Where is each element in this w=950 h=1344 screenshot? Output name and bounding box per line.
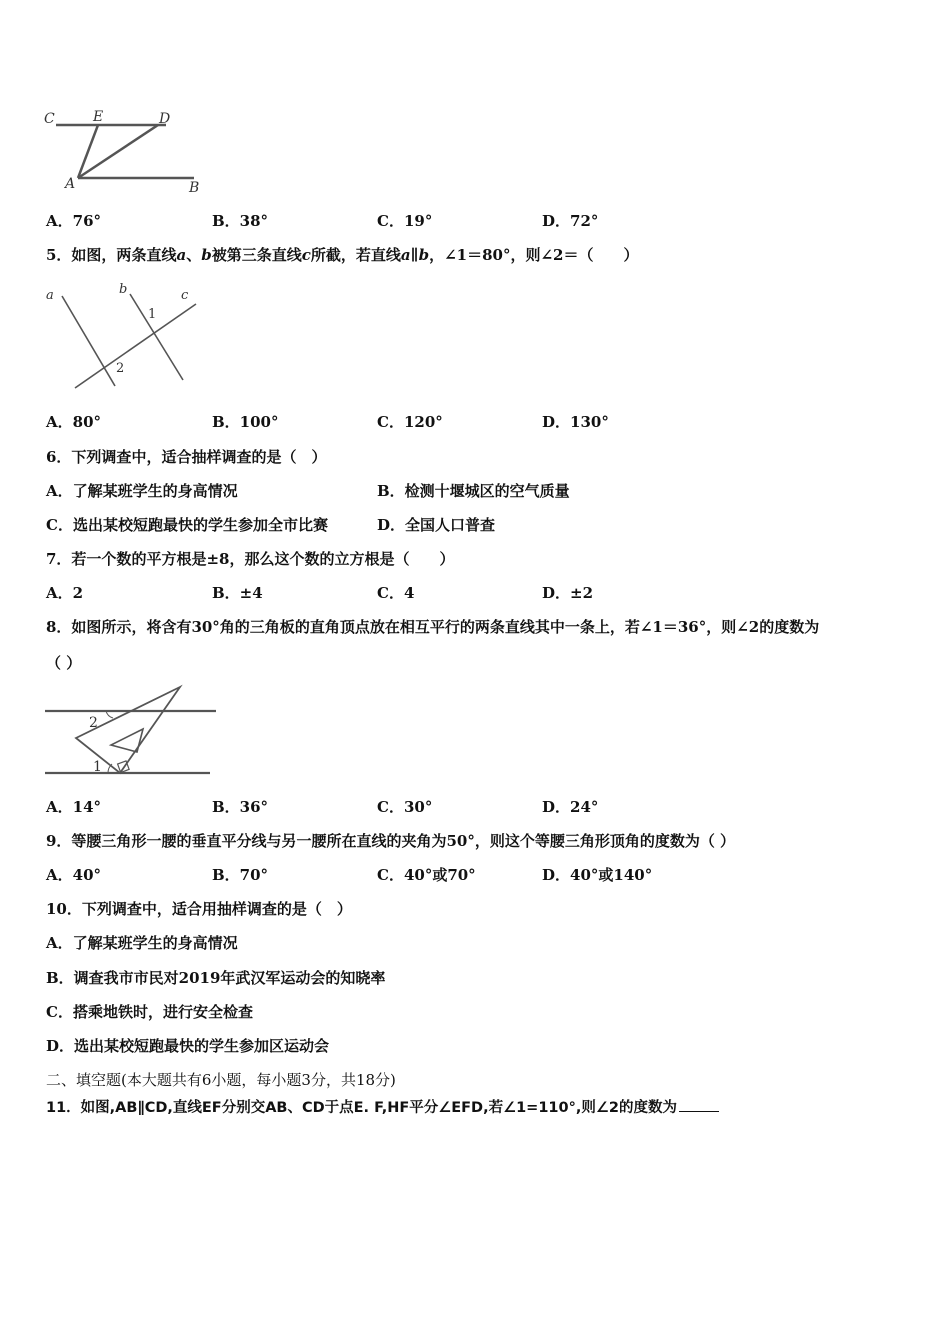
line-a	[62, 296, 115, 386]
segment-ad	[78, 125, 158, 178]
label-b: B	[189, 180, 200, 196]
triangle-ruler-inner	[111, 729, 143, 752]
q7-option-a[interactable]: A．2	[46, 584, 84, 602]
label-c: c	[181, 288, 189, 303]
q8-option-a[interactable]: A．14°	[46, 798, 102, 816]
q9-option-d[interactable]: D．40°或140°	[542, 866, 653, 884]
q6-option-a[interactable]: A．了解某班学生的身高情况	[46, 482, 238, 500]
label-b: b	[119, 282, 128, 297]
q10-option-d[interactable]: D．选出某校短跑最快的学生参加区运动会	[46, 1037, 330, 1055]
label-a: a	[46, 288, 54, 303]
label-angle-1: 1	[93, 759, 102, 775]
q8-option-d[interactable]: D．24°	[542, 798, 599, 816]
figure-q5	[40, 280, 210, 395]
q5-var-a: a	[176, 246, 187, 264]
q8-question-line2: （ ）	[46, 654, 82, 672]
q5-var-c: c	[301, 246, 311, 264]
q4-option-b[interactable]: B．38°	[212, 212, 269, 230]
q6-option-c[interactable]: C．选出某校短跑最快的学生参加全市比赛	[46, 516, 328, 534]
q8-question-line1: 8．如图所示，将含有30°角的三角板的直角顶点放在相互平行的两条直线其中一条上，若∠1＝36°，则∠2的度数为	[46, 618, 820, 636]
section-2-title: 二、填空题(本大题共有6小题，每小题3分，共18分)	[46, 1071, 396, 1089]
figure-q4	[40, 106, 210, 198]
label-e: E	[93, 109, 104, 125]
q11-answer-blank[interactable]	[679, 1097, 719, 1112]
q8-option-b[interactable]: B．36°	[212, 798, 269, 816]
q6-option-d[interactable]: D．全国人口普查	[377, 516, 496, 534]
q5-question	[46, 245, 638, 265]
q11-question	[46, 1097, 719, 1118]
q7-option-c[interactable]: C．4	[377, 584, 415, 602]
q8-option-c[interactable]: C．30°	[377, 798, 433, 816]
q10-option-c[interactable]: C．搭乘地铁时，进行安全检查	[46, 1003, 253, 1021]
q4-option-a[interactable]: A．76°	[46, 212, 102, 230]
q11-text: 11．如图,AB∥CD,直线EF分别交AB、CD于点E. F,HF平分∠EFD,若∠1=110°,则∠2的度数为	[46, 1100, 677, 1116]
q6-question: 6．下列调查中，适合抽样调查的是（ ）	[46, 448, 327, 466]
q10-option-a[interactable]: A．了解某班学生的身高情况	[46, 934, 238, 952]
q5-option-a[interactable]: A．80°	[46, 413, 102, 431]
q5-option-c[interactable]: C．120°	[377, 413, 443, 431]
q5-var-b: b	[201, 246, 212, 264]
q5-var-a2: a	[400, 246, 411, 264]
q7-option-d[interactable]: D．±2	[542, 584, 594, 602]
q5-mid2: 所截，若直线	[310, 246, 401, 264]
q9-option-c[interactable]: C．40°或70°	[377, 866, 476, 884]
q5-tail: ，∠1＝80°，则∠2＝（ ）	[429, 246, 639, 264]
q10-question: 10．下列调查中，适合用抽样调查的是（ ）	[46, 900, 352, 918]
label-a: A	[65, 176, 76, 192]
q4-option-c[interactable]: C．19°	[377, 212, 433, 230]
label-angle-2: 2	[89, 715, 98, 731]
q7-question: 7．若一个数的平方根是±8，那么这个数的立方根是（ ）	[46, 550, 455, 568]
q9-question: 9．等腰三角形一腰的垂直平分线与另一腰所在直线的夹角为50°，则这个等腰三角形顶角的度数为（ ）	[46, 832, 736, 850]
label-angle-2: 2	[116, 361, 125, 376]
q6-option-b[interactable]: B．检测十堰城区的空气质量	[377, 482, 570, 500]
line-b	[130, 294, 183, 380]
q10-option-b[interactable]: B．调查我市市民对2019年武汉军运动会的知晓率	[46, 969, 386, 987]
label-d: D	[159, 111, 171, 127]
q5-option-b[interactable]: B．100°	[212, 413, 279, 431]
q5-mid1: 被第三条直线	[211, 246, 302, 264]
figure-q8	[40, 680, 225, 780]
line-c	[75, 304, 196, 388]
q5-sep: 、	[186, 246, 202, 264]
q9-option-b[interactable]: B．70°	[212, 866, 269, 884]
q5-parallel: ∥	[410, 246, 419, 264]
label-c: C	[44, 111, 55, 127]
q4-option-d[interactable]: D．72°	[542, 212, 599, 230]
q9-option-a[interactable]: A．40°	[46, 866, 102, 884]
q5-var-b2: b	[418, 246, 430, 264]
q5-prefix: 5．如图，两条直线	[46, 246, 177, 264]
q7-option-b[interactable]: B．±4	[212, 584, 263, 602]
q5-option-d[interactable]: D．130°	[542, 413, 609, 431]
label-angle-1: 1	[148, 307, 157, 322]
